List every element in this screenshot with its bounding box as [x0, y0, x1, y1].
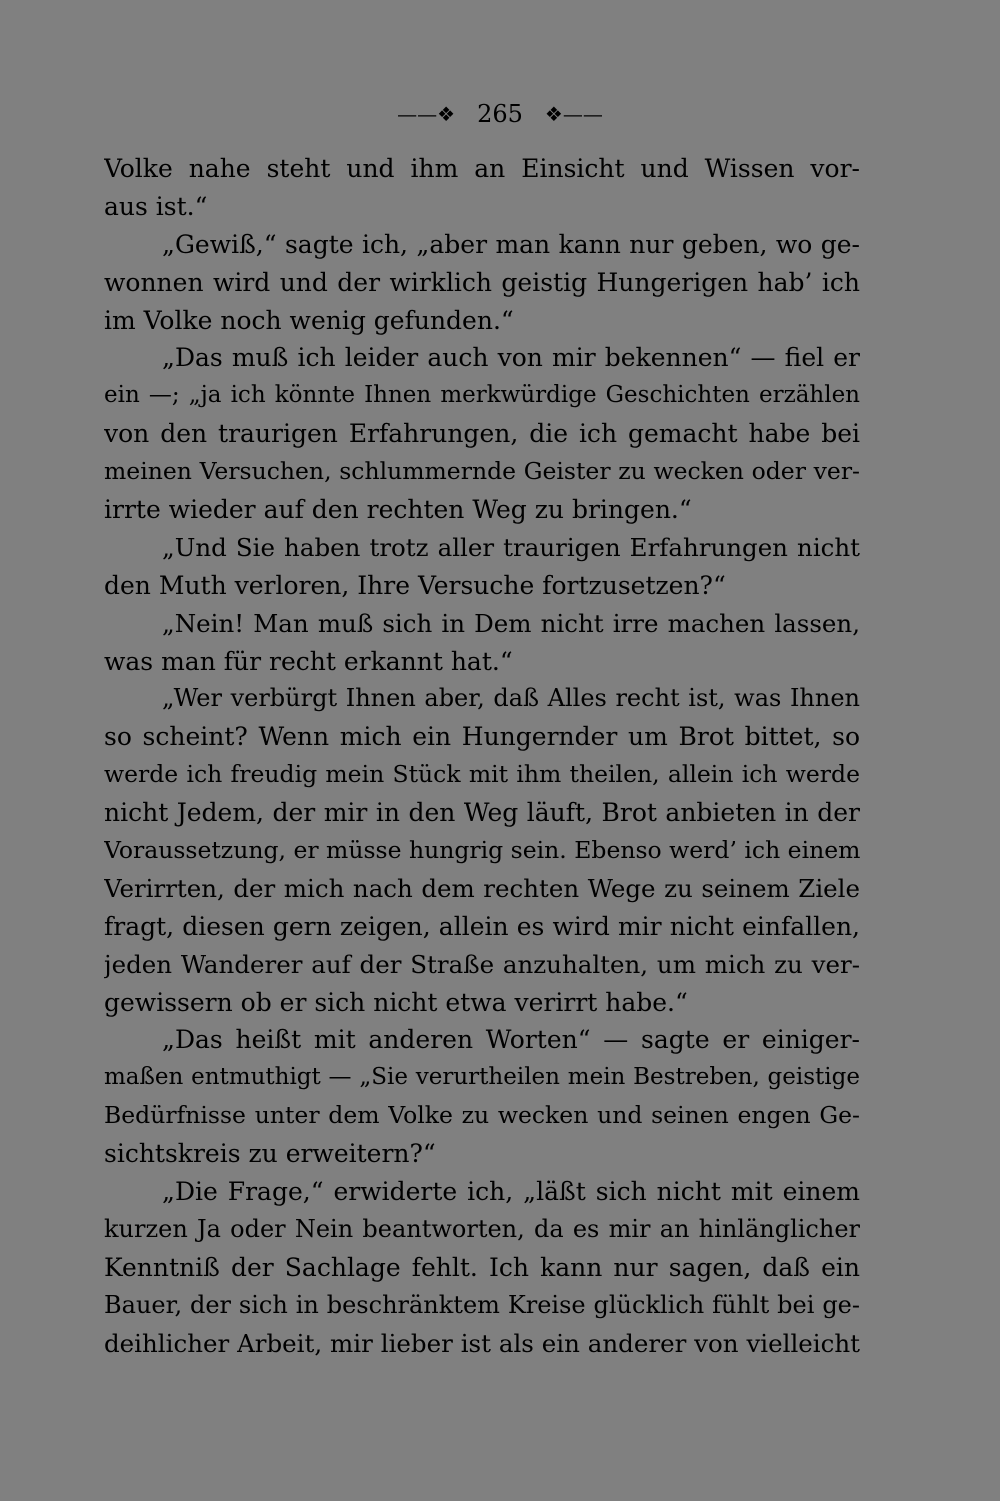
text-line: werde ich freudig mein Stück mit ihm theilen, allein ich werde [104, 760, 860, 789]
text-line: Voraussetzung, er müsse hungrig sein. Ebenso werd’ ich einem [104, 836, 860, 865]
page-header [0, 96, 1000, 130]
text-line: „Und Sie haben trotz aller traurigen Erfahrungen nicht [162, 532, 860, 562]
text-line: „Die Frage,“ erwiderte ich, „läßt sich nicht mit einem [162, 1177, 860, 1207]
text-line: „Das muß ich leider auch von mir bekennen“ — fiel er [162, 343, 860, 373]
text-line: Volke nahe steht und ihm an Einsicht und Wissen vor- [104, 154, 860, 183]
text-line: „Nein! Man muß sich in Dem nicht irre machen lassen, [162, 608, 860, 638]
page-body-text [104, 150, 860, 1363]
text-line: jeden Wanderer auf der Straße anzuhalten, um mich zu ver- [104, 949, 860, 979]
text-line: irrte wieder auf den rechten Weg zu bringen.“ [104, 495, 692, 525]
text-line: kurzen Ja oder Nein beantworten, da es mir an hinlänglicher [104, 1214, 860, 1243]
text-line: Bauer, der sich in beschränktem Kreise glücklich fühlt bei ge- [104, 1290, 860, 1319]
text-line: Bedürfnisse unter dem Volke zu wecken und seinen engen Ge- [104, 1101, 860, 1130]
text-line: von den traurigen Erfahrungen, die ich gemacht habe bei [104, 419, 860, 449]
ornament-left: ——❖ [397, 101, 456, 126]
text-line: wonnen wird und der wirklich geistig Hungerigen hab’ ich [104, 267, 860, 297]
text-line: maßen entmuthigt — „Sie verurtheilen mein Bestreben, geistige [104, 1064, 860, 1091]
text-line: Kenntniß der Sachlage fehlt. Ich kann nur sagen, daß ein [104, 1252, 860, 1282]
text-line: sichtskreis zu erweitern?“ [104, 1139, 436, 1169]
text-line: so scheint? Wenn mich ein Hungernder um Brot bittet, so [104, 722, 860, 752]
text-line: meinen Versuchen, schlummernde Geister zu wecken oder ver- [104, 457, 860, 486]
text-line: gewissern ob er sich nicht etwa verirrt habe.“ [104, 987, 688, 1017]
ornament-right: ❖—— [544, 101, 603, 126]
text-line: „Gewiß,“ sagte ich, „aber man kann nur geben, wo ge- [162, 229, 860, 259]
text-line: „Das heißt mit anderen Worten“ — sagte er einiger- [162, 1025, 860, 1055]
text-line: Verirrten, der mich nach dem rechten Wege zu seinem Ziele [104, 873, 860, 903]
text-line: den Muth verloren, Ihre Versuche fortzusetzen?“ [104, 570, 726, 600]
text-line: „Wer verbürgt Ihnen aber, daß Alles recht ist, was Ihnen [162, 684, 860, 713]
text-line: was man für recht erkannt hat.“ [104, 646, 513, 676]
text-line: nicht Jedem, der mir in den Weg läuft, Brot anbieten in der [104, 798, 860, 828]
text-line: im Volke noch wenig gefunden.“ [104, 305, 514, 335]
page-number: 265 [477, 99, 523, 128]
text-line: ein —; „ja ich könnte Ihnen merkwürdige Geschichten erzählen [104, 382, 860, 409]
text-line: deihlicher Arbeit, mir lieber ist als ein anderer von vielleicht [104, 1328, 860, 1358]
text-line: aus ist.“ [104, 191, 208, 221]
text-line: fragt, diesen gern zeigen, allein es wird mir nicht einfallen, [104, 911, 860, 941]
